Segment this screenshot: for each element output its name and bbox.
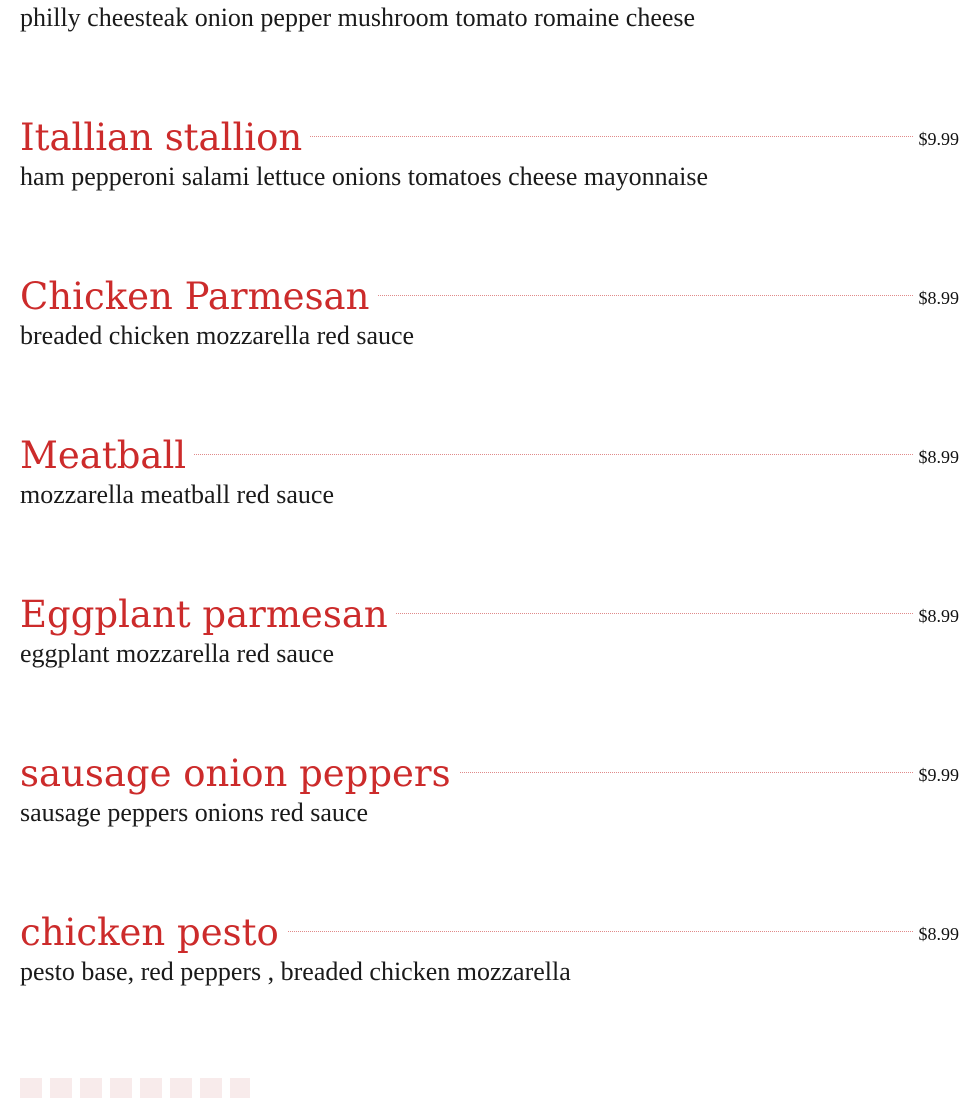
menu-item-title: sausage onion peppers (20, 755, 459, 792)
menu-item-price: $8.99 (918, 924, 959, 944)
menu-item-price: $9.99 (918, 765, 959, 785)
menu-item (0, 434, 965, 596)
menu-item-price: $8.99 (918, 447, 959, 467)
next-item-title-cut-off (20, 1078, 250, 1098)
menu-item (0, 275, 965, 437)
menu-item (0, 911, 965, 1073)
menu-item-title: Eggplant parmesan (20, 596, 396, 633)
menu-item (0, 752, 965, 914)
menu-item-price: $8.99 (918, 288, 959, 308)
menu-item (0, 116, 965, 278)
menu-item-price: $9.99 (918, 129, 959, 149)
menu-item-description: philly cheesteak onion pepper mushroom tomato romaine cheese (20, 3, 696, 32)
menu-item-description: pesto base, red peppers , breaded chicken mozzarella (20, 957, 571, 986)
menu-item (0, 0, 965, 119)
menu-item-title: Itallian stallion (20, 119, 310, 156)
menu-item-price: $8.99 (918, 606, 959, 626)
menu-item-description: mozzarella meatball red sauce (20, 480, 334, 509)
menu-item (0, 593, 965, 755)
menu-item-title: Meatball (20, 437, 194, 474)
menu-item-description: ham pepperoni salami lettuce onions tomatoes cheese mayonnaise (20, 162, 709, 191)
menu-item-description: breaded chicken mozzarella red sauce (20, 321, 415, 350)
menu-item-description: eggplant mozzarella red sauce (20, 639, 334, 668)
menu-item-title: Chicken Parmesan (20, 278, 377, 315)
menu-item-description: sausage peppers onions red sauce (20, 798, 368, 827)
menu-item-title: chicken pesto (20, 914, 287, 951)
